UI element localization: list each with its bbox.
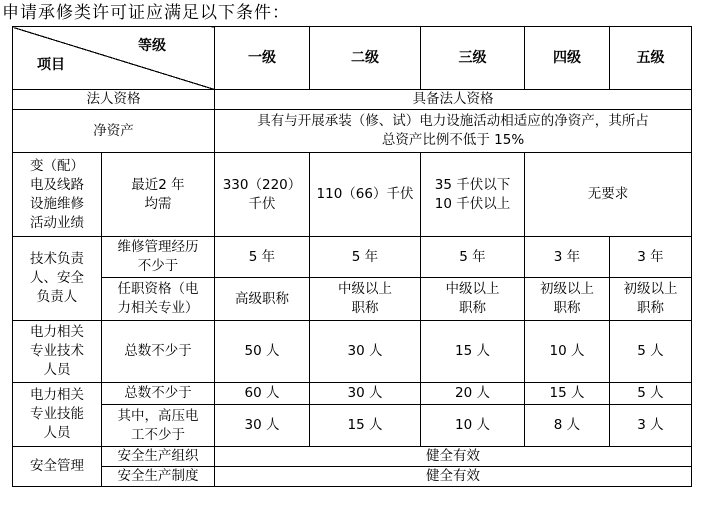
tech-qual-3-line: 职称 <box>459 300 486 316</box>
row-legal <box>13 90 692 110</box>
safety-label: 安全管理 <box>13 447 102 487</box>
perf-level-3-line: 35 千伏以下 <box>434 176 511 193</box>
skill-total-label: 总数不少于 <box>102 383 215 405</box>
skill-hv-label-line: 工不少于 <box>131 426 185 443</box>
assets-label: 净资产 <box>13 110 215 153</box>
header-col-5: 五级 <box>610 27 692 90</box>
tech-qual-label <box>102 278 215 321</box>
staff-2: 30 人 <box>310 321 421 383</box>
tech-label-line: 人、安全 <box>30 270 84 286</box>
perf-level-3-line: 10 千伏以上 <box>434 195 511 212</box>
safety-org-label: 安全生产组织 <box>102 447 215 467</box>
tech-qual-5-line: 初级以上 <box>623 281 678 297</box>
safety-sys-value: 健全有效 <box>215 467 692 487</box>
staff-sub: 总数不少于 <box>102 321 215 383</box>
skill-total-1: 60 人 <box>215 383 310 405</box>
skill-hv-2: 15 人 <box>310 405 421 447</box>
skill-hv-5: 3 人 <box>610 405 692 447</box>
tech-qual-4-line: 初级以上 <box>540 281 594 297</box>
tech-exp-2: 5 年 <box>310 237 421 278</box>
perf-level-3 <box>421 153 525 237</box>
skill-hv-4: 8 人 <box>525 405 610 447</box>
row-assets <box>13 110 692 153</box>
skill-hv-label-line: 其中，高压电 <box>117 407 199 424</box>
safety-sys-label: 安全生产制度 <box>102 467 215 487</box>
skill-hv-label <box>102 405 215 447</box>
perf-label-line: 设施维修 <box>30 195 84 212</box>
tech-qual-4-line: 职称 <box>553 300 581 316</box>
skill-hv-1: 30 人 <box>215 405 310 447</box>
header-item-label: 项目 <box>37 57 65 73</box>
row-tech-staff <box>13 321 692 383</box>
tech-label-line: 负责人 <box>36 289 78 305</box>
perf-level-1 <box>215 153 310 237</box>
row-tech-qualification <box>13 278 692 321</box>
skill-total-4: 15 人 <box>525 383 610 405</box>
skill-label-line: 人员 <box>43 425 71 441</box>
tech-qual-1-line: 高级职称 <box>235 290 289 307</box>
tech-qual-2-line: 职称 <box>351 300 379 316</box>
perf-sub <box>102 153 215 237</box>
tech-exp-4: 3 年 <box>525 237 610 278</box>
tech-qual-2 <box>310 278 421 321</box>
assets-line-2: 总资产比例不低于 15% <box>381 132 525 148</box>
header-col-1: 一级 <box>215 27 310 90</box>
perf-level-4-5: 无要求 <box>525 153 692 237</box>
header-col-2: 二级 <box>310 27 421 90</box>
tech-exp-5: 3 年 <box>610 237 692 278</box>
perf-level-2: 110（66）千伏 <box>310 153 421 237</box>
tech-qual-label-line: 力相关专业） <box>117 300 199 316</box>
tech-qual-4 <box>525 278 610 321</box>
row-safety-system <box>13 467 692 487</box>
tech-qual-1 <box>215 278 310 321</box>
staff-label-line: 电力相关 <box>30 324 84 340</box>
assets-line-1: 具有与开展承装（修、试）电力设施活动相适应的净资产，其所占 <box>257 113 649 129</box>
header-diagonal-cell <box>13 27 215 90</box>
tech-label <box>13 237 102 321</box>
perf-level-1-line: 千伏 <box>248 195 276 212</box>
skill-label-line: 电力相关 <box>30 387 84 403</box>
staff-5: 5 人 <box>610 321 692 383</box>
staff-1: 50 人 <box>215 321 310 383</box>
tech-exp-label <box>102 237 215 278</box>
perf-sub-line: 均需 <box>144 195 172 212</box>
tech-qual-label-line: 任职资格（电 <box>117 281 199 297</box>
tech-qual-5-line: 职称 <box>637 300 664 316</box>
perf-level-1-line: 330（220） <box>222 176 302 193</box>
tech-label-line: 技术负责 <box>30 251 84 267</box>
page-heading: 申请承修类许可证应满足以下条件： <box>2 3 290 23</box>
perf-label-line: 活动业绩 <box>30 214 84 231</box>
row-skill-total <box>13 383 692 405</box>
staff-3: 15 人 <box>421 321 525 383</box>
skill-hv-3: 10 人 <box>421 405 525 447</box>
row-performance <box>13 153 692 237</box>
skill-total-5: 5 人 <box>610 383 692 405</box>
skill-total-2: 30 人 <box>310 383 421 405</box>
header-level-label: 等级 <box>138 38 166 54</box>
license-conditions-table <box>12 26 692 487</box>
staff-label <box>13 321 102 383</box>
row-tech-experience <box>13 237 692 278</box>
skill-label-line: 专业技能 <box>30 406 84 422</box>
staff-4: 10 人 <box>525 321 610 383</box>
skill-total-3: 20 人 <box>421 383 525 405</box>
header-col-3: 三级 <box>421 27 525 90</box>
perf-label-line: 变（配） <box>30 157 84 174</box>
legal-value: 具备法人资格 <box>215 90 692 110</box>
tech-exp-label-line: 维修管理经历 <box>117 239 199 255</box>
perf-sub-line: 最近2 年 <box>131 176 185 193</box>
legal-label: 法人资格 <box>13 90 215 110</box>
row-safety-org <box>13 447 692 467</box>
assets-value <box>215 110 692 153</box>
row-skill-hv <box>13 405 692 447</box>
tech-qual-5 <box>610 278 692 321</box>
perf-label <box>13 153 102 237</box>
perf-label-line: 电及线路 <box>30 176 84 193</box>
header-col-4: 四级 <box>525 27 610 90</box>
staff-label-line: 专业技术 <box>30 343 84 359</box>
tech-qual-3-line: 中级以上 <box>445 281 500 297</box>
skill-label <box>13 383 102 447</box>
header-row <box>13 27 692 90</box>
safety-org-value: 健全有效 <box>215 447 692 467</box>
tech-exp-3: 5 年 <box>421 237 525 278</box>
staff-label-line: 人员 <box>43 362 71 378</box>
tech-exp-1: 5 年 <box>215 237 310 278</box>
tech-exp-label-line: 不少于 <box>137 258 179 274</box>
tech-qual-2-line: 中级以上 <box>338 281 392 297</box>
tech-qual-3 <box>421 278 525 321</box>
